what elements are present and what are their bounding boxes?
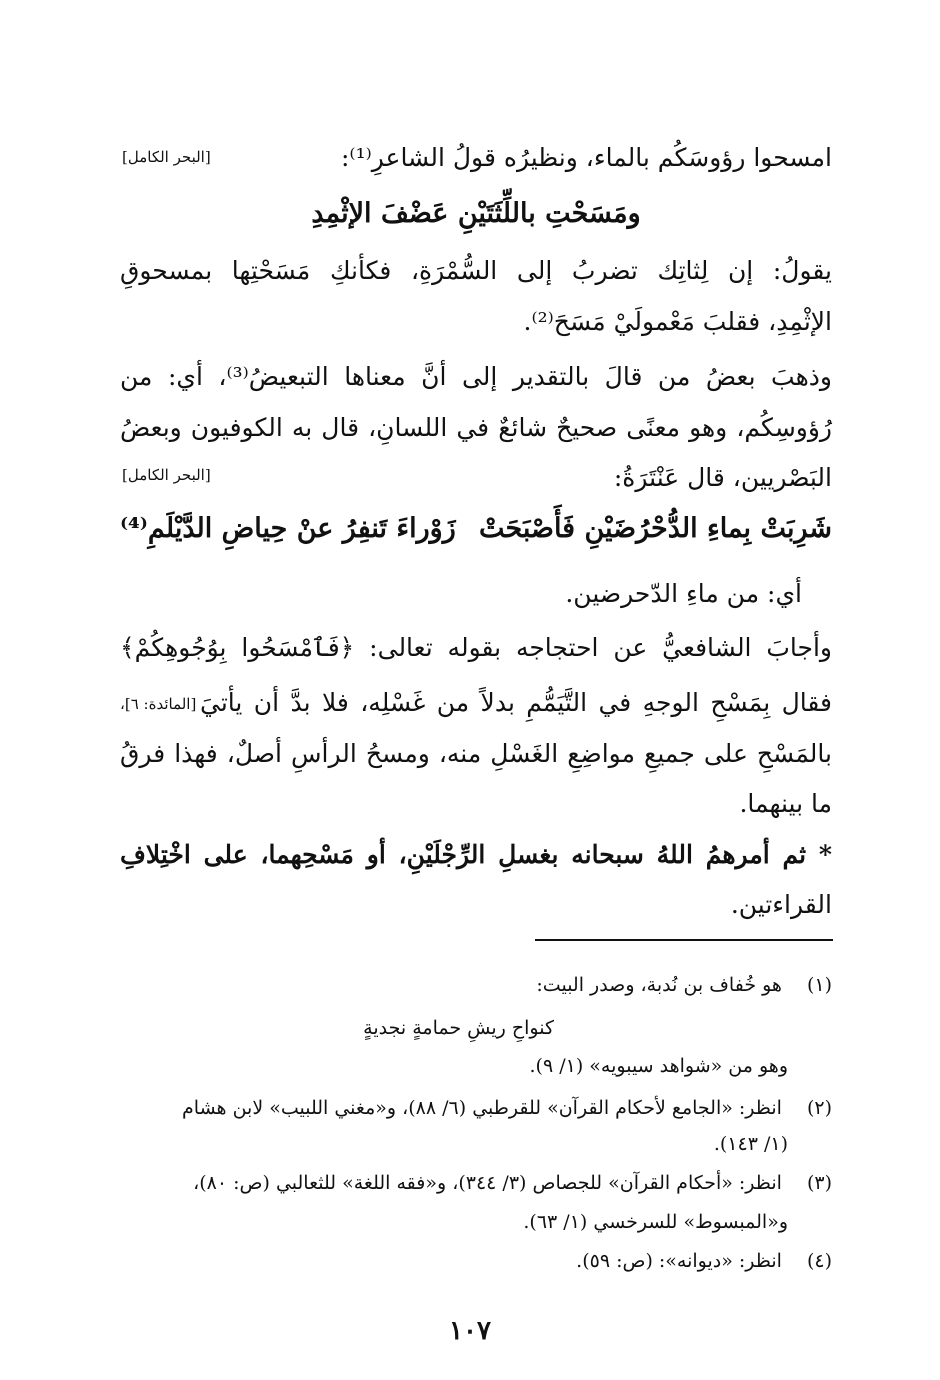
footnote-text: انظر: «ديوانه»: (ص: ٥٩).	[576, 1250, 782, 1272]
footnote	[193, 1167, 832, 1199]
poetic-meter-label: [البحر الكامل]	[122, 148, 211, 166]
text-line: البَصْريين، قال عَنْتَرَةُ:	[613, 463, 832, 492]
text-line: ما بينهما.	[739, 789, 832, 818]
footnote-number: (١)	[806, 974, 832, 996]
quran-reference: [المائدة: ٦]،	[120, 695, 197, 713]
page-number: ١٠٧	[449, 1316, 491, 1346]
verse-second-hemistich: زَوْراءَ تَنفِرُ عنْ حِياضِ الدَّيْلَمِ⁽⁴⁾	[120, 513, 456, 544]
footnote-number: (٤)	[806, 1250, 832, 1272]
text-line: يقولُ: إن لِثاتِك تضربُ إلى السُّمْرَةِ، فكأنكِ مَسَحْتِها بمسحوقِ	[120, 256, 832, 285]
footnote-text: انظر: «الجامع لأحكام القرآن» للقرطبي (٦/ ٨٨)، و«مغني اللبيب» لابن هشام	[182, 1097, 782, 1119]
text-line: رُؤوسِكُم، وهو معنًى صحيحٌ شائعٌ في اللسانِ، قال به الكوفيون وبعضُ	[120, 413, 832, 442]
verse-first-hemistich: شَرِبَتْ بِماءِ الدُّحْرُضَيْنِ فَأَصْبَحَتْ	[478, 513, 832, 544]
footnote-number: (٢)	[806, 1097, 832, 1119]
verse-line: ومَسَحْتِ باللِّثَتَيْنِ عَضْفَ الإثْمِدِ	[311, 198, 641, 229]
text-line: وأجابَ الشافعيُّ عن احتجاجه بقوله تعالى: ﴿فَٱمْسَحُوا بِوُجُوهِكُمْ﴾	[120, 633, 832, 662]
footnote-text: وهو من «شواهد سيبويه» (١/ ٩).	[529, 1055, 788, 1077]
footnote-text: هو خُفاف بن نُدبة، وصدر البيت:	[536, 974, 782, 996]
footnote-text: (١/ ١٤٣).	[713, 1133, 788, 1155]
footnote-number: (٣)	[806, 1172, 832, 1194]
footnote-separator	[535, 939, 833, 941]
footnote-text: انظر: «أحكام القرآن» للجصاص (٣/ ٣٤٤)، و«فقه اللغة» للثعالبي (ص: ٨٠)،	[193, 1172, 782, 1194]
footnote	[182, 1092, 832, 1124]
text-line: أي: من ماءِ الدّحرضين.	[565, 579, 802, 608]
text-line: فقال بِمَسْحِ الوجهِ في التَّيَمُّمِ بدلاً من غَسْلِه، فلا بدَّ أن يأتيَ	[200, 688, 832, 717]
text-line: وذهبَ بعضُ من قالَ بالتقدير إلى أنَّ معناها التبعيضُ⁽³⁾، أي: من	[120, 362, 832, 391]
footnote	[536, 969, 832, 1001]
text-line: بالمَسْحِ على جميعِ مواضِعِ الغَسْلِ منه، ومسحُ الرأسِ أصلٌ، فهذا فرقُ	[120, 739, 832, 768]
text-line: امسحوا رؤوسَكُم بالماء، ونظيرُه قولُ الشاعرِ⁽¹⁾:	[340, 143, 832, 172]
footnote-text: و«المبسوط» للسرخسي (١/ ٦٣).	[523, 1211, 788, 1233]
text-line: الإثْمِدِ، فقلبَ مَعْمولَيْ مَسَحَ⁽²⁾.	[523, 307, 832, 336]
text-line: القراءتين.	[730, 890, 832, 919]
footnote-verse: كنواحِ ريشِ حمامةٍ نجديةٍ	[363, 1017, 554, 1039]
footnote	[576, 1245, 832, 1277]
poetic-meter-label: [البحر الكامل]	[122, 466, 211, 484]
text-line: * ثم أمرهمُ اللهُ سبحانه بغسلِ الرِّجْلَيْنِ، أو مَسْحِهما، على اخْتِلافِ	[120, 840, 832, 869]
